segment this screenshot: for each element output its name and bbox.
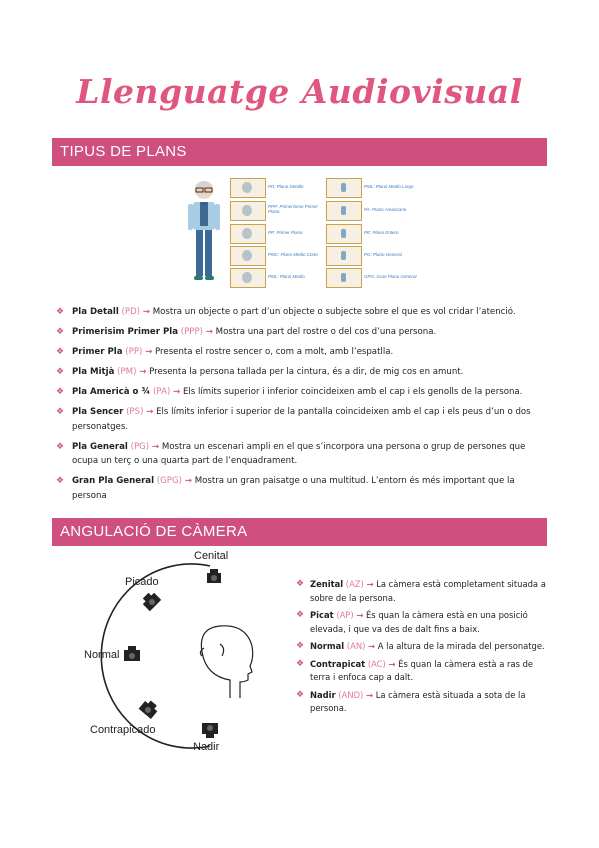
item-name: Nadir — [310, 689, 336, 700]
arrow-icon: → — [356, 610, 364, 620]
item-text: És quan la càmera està en una posició elevada, i que va des de dalt fins a baix. — [310, 610, 528, 634]
item-abbr: (AC) — [367, 658, 386, 669]
shot-label: PMC: Plano Medio Corto — [268, 252, 318, 257]
shot-thumbnail — [326, 246, 362, 266]
camera-angles-list — [292, 578, 547, 720]
shot-thumbnail — [326, 178, 362, 198]
shot-thumbnail — [230, 224, 266, 244]
label-nadir: Nadir — [193, 741, 220, 753]
item-name: Pla Mitjà — [72, 367, 115, 377]
arrow-icon: → — [366, 689, 374, 700]
item-text: La càmera està situada a sota de la persona. — [310, 689, 526, 713]
item-abbr: (PM) — [117, 367, 137, 377]
list-item — [292, 640, 547, 654]
item-name: Pla Detall — [72, 307, 119, 317]
bullet-icon: ❖ — [296, 641, 305, 651]
camera-icon — [200, 720, 220, 738]
shot-thumbnail — [230, 178, 266, 198]
list-item — [52, 474, 542, 503]
arrow-icon: → — [368, 641, 376, 651]
item-text: Mostra un objecte o part d’un objecte o subjecte sobre el que es vol cridar l’atenció. — [152, 307, 516, 317]
item-text: Mostra una part del rostre o del cos d’una persona. — [215, 327, 437, 337]
label-picado: Picado — [125, 576, 159, 588]
item-abbr: (PP) — [125, 347, 143, 357]
shot-types-list — [52, 305, 542, 509]
list-item — [292, 578, 547, 605]
item-name: Picat — [310, 610, 334, 620]
arrow-icon: → — [142, 307, 150, 317]
section-banner-plans — [52, 138, 547, 166]
item-name: Normal — [310, 641, 345, 651]
bullet-icon: ❖ — [56, 387, 65, 397]
shot-thumbnail — [230, 201, 266, 221]
item-abbr: (PPP) — [180, 327, 203, 337]
list-item — [52, 325, 542, 340]
bullet-icon: ❖ — [56, 476, 65, 486]
item-name: Contrapicat — [310, 658, 366, 669]
shot-label: PML: Plano Medio Largo — [364, 184, 414, 189]
item-text: Presenta la persona tallada per la cintura, és a dir, de mig cos en amunt. — [149, 367, 464, 377]
shot-label: PE: Plano Entero — [364, 230, 399, 235]
item-text: Els límits inferior i superior de la pantalla coincideixen amb el cap i els peus d’un o dos personatges. — [72, 407, 531, 432]
bullet-icon: ❖ — [296, 610, 305, 620]
item-abbr: (AZ) — [345, 579, 364, 589]
item-name: Gran Pla General — [72, 476, 155, 486]
camera-angle-diagram — [80, 548, 280, 758]
item-text: Mostra un gran paisatge o una multitud. L’entorn és més important que la persona — [72, 476, 515, 501]
list-item — [52, 365, 542, 380]
shot-label: PA: Plano Americano — [364, 207, 407, 212]
item-abbr: (PS) — [126, 407, 144, 417]
camera-icon — [122, 646, 142, 664]
bullet-icon: ❖ — [56, 327, 65, 337]
character-illustration — [184, 176, 224, 288]
camera-icon — [205, 568, 223, 586]
item-abbr: (AN) — [346, 641, 366, 651]
item-text: És quan la càmera està a ras de terra i enfoca cap a dalt. — [310, 658, 534, 682]
bullet-icon: ❖ — [296, 579, 305, 589]
bullet-icon: ❖ — [56, 307, 65, 317]
page-title: Llenguatge Audiovisual — [76, 72, 523, 111]
shot-thumbnail — [326, 201, 362, 221]
section-heading: ANGULACIÓ DE CÀMERA — [60, 523, 248, 540]
item-abbr: (PG) — [130, 441, 150, 452]
item-text: Els límits superior i inferior coincideixen amb el cap i els genolls de la persona. — [182, 387, 523, 397]
item-abbr: (PA) — [153, 387, 171, 397]
bullet-icon: ❖ — [56, 407, 65, 417]
list-item — [52, 385, 542, 400]
shot-thumbnail — [326, 224, 362, 244]
head-profile-icon — [200, 626, 252, 698]
list-item — [52, 345, 542, 360]
label-normal: Normal — [84, 649, 120, 661]
arrow-icon: → — [139, 367, 147, 377]
item-abbr: (AP) — [336, 610, 354, 620]
item-name: Pla Americà o ¾ — [72, 387, 151, 397]
item-abbr: (GPG) — [156, 476, 183, 486]
shot-label: PD: Plano Detalle — [268, 184, 304, 189]
item-name: Primer Pla — [72, 347, 123, 357]
shot-label: PP: Primer Plano — [268, 230, 303, 235]
arrow-icon: → — [146, 407, 154, 417]
shot-size-chart — [184, 176, 416, 288]
section-banner-angles — [52, 518, 547, 546]
shot-label: GPG: Gran Plano General — [364, 274, 417, 279]
arrow-icon: → — [173, 387, 181, 397]
shot-thumbnail — [230, 246, 266, 266]
arrow-icon: → — [205, 327, 213, 337]
bullet-icon: ❖ — [56, 367, 65, 377]
arrow-icon: → — [366, 579, 374, 589]
arrow-icon: → — [145, 347, 153, 357]
arrow-icon: → — [388, 658, 396, 669]
list-item — [52, 305, 542, 320]
label-cenital: Cenital — [194, 550, 229, 562]
item-abbr: (AND) — [338, 689, 364, 700]
item-name: Pla Sencer — [72, 407, 124, 417]
list-item — [292, 658, 547, 685]
arrow-icon: → — [151, 441, 160, 452]
bullet-icon: ❖ — [296, 658, 305, 669]
shot-thumbnail — [326, 268, 362, 288]
bullet-icon: ❖ — [56, 347, 65, 357]
item-abbr: (PD) — [121, 307, 141, 317]
list-item — [52, 440, 542, 469]
item-text: Mostra un escenari ampli en el que s’incorpora una persona o grup de persones que ocupa un terç o una quarta part de l’enquadrament. — [72, 441, 526, 466]
item-text: A la altura de la mirada del personatge. — [377, 641, 545, 651]
item-name: Pla General — [72, 441, 128, 452]
item-text: Presenta el rostre sencer o, com a molt, amb l’espatlla. — [155, 347, 394, 357]
list-item — [52, 405, 542, 434]
section-heading: TIPUS DE PLANS — [60, 143, 187, 160]
shot-label: PPP: Primerísimo Primer Plano — [268, 204, 319, 214]
shot-label: PG: Plano General — [364, 252, 402, 257]
label-contrapicado: Contrapicado — [90, 724, 156, 736]
bullet-icon: ❖ — [296, 689, 305, 700]
item-name: Primerisim Primer Pla — [72, 327, 178, 337]
list-item — [292, 609, 547, 636]
bullet-icon: ❖ — [56, 441, 65, 452]
shot-label: PML: Plano Medio — [268, 274, 305, 279]
list-item — [292, 689, 547, 716]
shot-thumbnail — [230, 268, 266, 288]
item-text: La càmera està completament situada a sobre de la persona. — [310, 579, 546, 603]
item-name: Zenital — [310, 579, 344, 589]
arrow-icon: → — [184, 476, 192, 486]
